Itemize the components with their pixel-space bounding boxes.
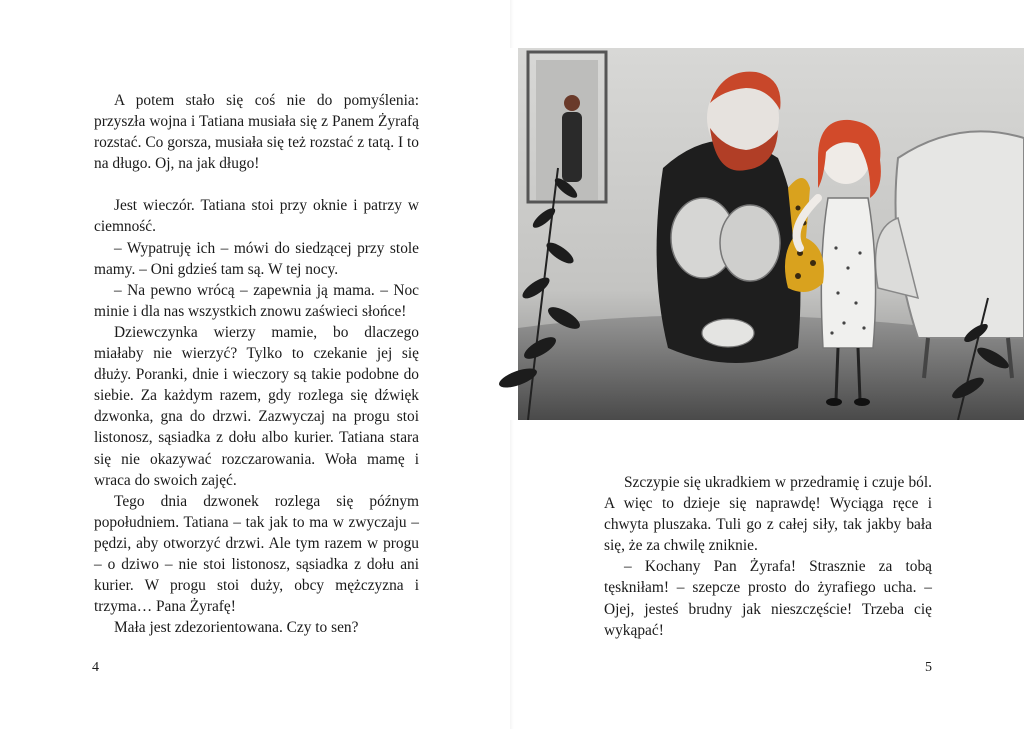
illustration-image	[488, 48, 1024, 420]
page-number-left: 4	[92, 660, 99, 675]
paragraph: Tego dnia dzwonek rozlega się późnym popołudniem. Tatiana – tak jak to ma w zwyczaju – pędzi, aby otworzyć drzwi. Ale tym razem w progu – o dziwo – nie stoi listonosz, sąsiadka z dołu ani kurier. W progu stoi duży, obcy mężczyzna i trzyma… Pana Żyrafę!	[94, 492, 419, 616]
right-page-text	[604, 472, 932, 641]
paragraph: Jest wieczór. Tatiana stoi przy oknie i patrzy w ciemność.	[94, 197, 419, 236]
paragraph: – Na pewno wrócą – zapewnia ją mama. – Noc minie i dla nas wszystkich znowu zaświeci słońce!	[94, 281, 419, 320]
left-page-text	[94, 90, 419, 638]
paragraph: – Wypatruję ich – mówi do siedzącej przy stole mamy. – Oni gdzieś tam są. W tej nocy.	[94, 239, 419, 278]
paragraph: Dziewczynka wierzy mamie, bo dlaczego miałaby nie wierzyć? Tylko to czekanie jej się dłuży. Poranki, dnie i wieczory są takie podobne do siebie. Za każdym razem, gdy rozlega się dźwięk dzwonka, gna do drzwi. Zazwyczaj na progu stoi listonosz, sąsiadka z dołu albo kurier. Tatiana stara się nie okazywać rozczarowania. Woła mamę i wraca do swoich zajęć.	[94, 323, 419, 489]
paragraph: A potem stało się coś nie do pomyślenia: przyszła wojna i Tatiana musiała się z Panem Żyrafą rozstać. Co gorsza, musiała się też rozstać z tatą. I to na długo. Oj, na jak długo!	[94, 92, 419, 173]
page-number-right: 5	[925, 660, 932, 675]
illustration-man-girl-giraffe-icon	[488, 48, 1024, 420]
paragraph: Mała jest zdezorientowana. Czy to sen?	[114, 619, 359, 637]
paragraph: – Kochany Pan Żyrafa! Strasznie za tobą tęskniłam! – szepcze prosto do żyrafiego ucha. – Ojej, jesteś brudny jak nieszczęście! Trzeba cię wykąpać!	[604, 558, 932, 639]
paragraph: Szczypie się ukradkiem w przedramię i czuje ból. A więc to dzieje się naprawdę! Wyciąga ręce i chwyta pluszaka. Tuli go z całej siły, tak jakby bała się, że za chwilę zniknie.	[604, 474, 932, 555]
